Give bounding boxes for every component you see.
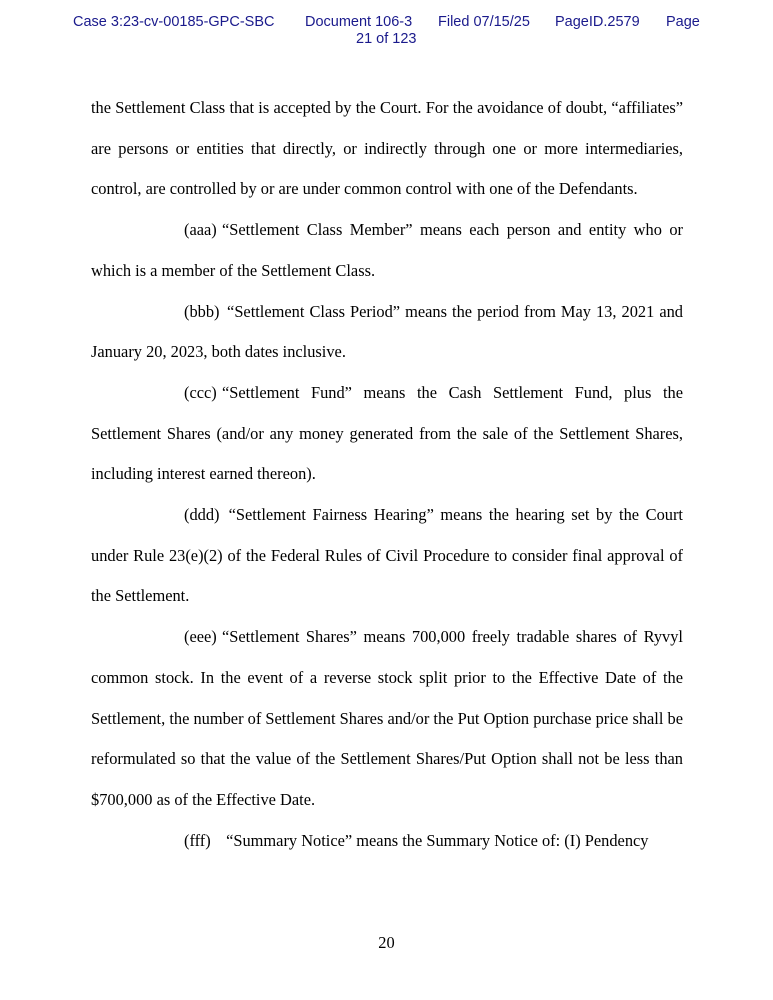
page-id: PageID.2579: [555, 14, 640, 30]
definition-label: (ddd): [184, 505, 220, 525]
definition-ddd: [91, 495, 683, 617]
definition-label: (aaa): [184, 220, 217, 240]
definition-text: “Settlement Class Period” means the period from May 13, 2021 and January 20, 2023, both dates inclusive.: [91, 301, 683, 362]
document-body: [91, 88, 683, 861]
definition-text: “Settlement Shares” means 700,000 freely tradable shares of Ryvyl common stock. In the event of a reverse stock split prior to the Effective Date of the Settlement, the number of Settlement Shares and/or the Put Option purchase price shall be reformulated so that the value of the Settlement Shares/Put Option shall not be less than $700,000 as of the Effective Date.: [91, 627, 683, 809]
definition-label: (eee): [184, 627, 217, 647]
case-number: Case 3:23-cv-00185-GPC-SBC: [73, 14, 275, 30]
definition-label: (bbb): [184, 301, 220, 321]
paragraph-continuation: the Settlement Class that is accepted by the Court. For the avoidance of doubt, “affiliates” are persons or entities that directly, or indirectly through one or more intermediaries, control, are controlled by or are under common control with one of the Defendants.: [91, 98, 683, 199]
definition-label: (ccc): [184, 382, 217, 402]
definition-fff: [91, 821, 683, 862]
definition-aaa: [91, 210, 683, 291]
page-of-total: 21 of 123: [356, 31, 417, 47]
definition-text: “Summary Notice” means the Summary Notice of: (I) Pendency: [222, 830, 649, 850]
definition-text: “Settlement Fairness Hearing” means the hearing set by the Court under Rule 23(e)(2) of the Federal Rules of Civil Procedure to consider final approval of the Settlement.: [91, 505, 683, 606]
document-number: Document 106-3: [305, 14, 413, 30]
page-number: 20: [378, 933, 395, 952]
filed-date: Filed 07/15/25: [438, 14, 530, 30]
definition-bbb: [91, 292, 683, 373]
definition-label: (fff): [184, 830, 211, 850]
definition-text: “Settlement Fund” means the Cash Settlement Fund, plus the Settlement Shares (and/or any money generated from the sale of the Settlement Shares, including interest earned thereon).: [91, 382, 683, 484]
definition-ccc: [91, 373, 683, 495]
filing-header: [0, 14, 773, 50]
page-label: Page: [666, 14, 700, 30]
definition-eee: [91, 617, 683, 821]
definition-text: “Settlement Class Member” means each person and entity who or which is a member of the Settlement Class.: [91, 220, 683, 280]
